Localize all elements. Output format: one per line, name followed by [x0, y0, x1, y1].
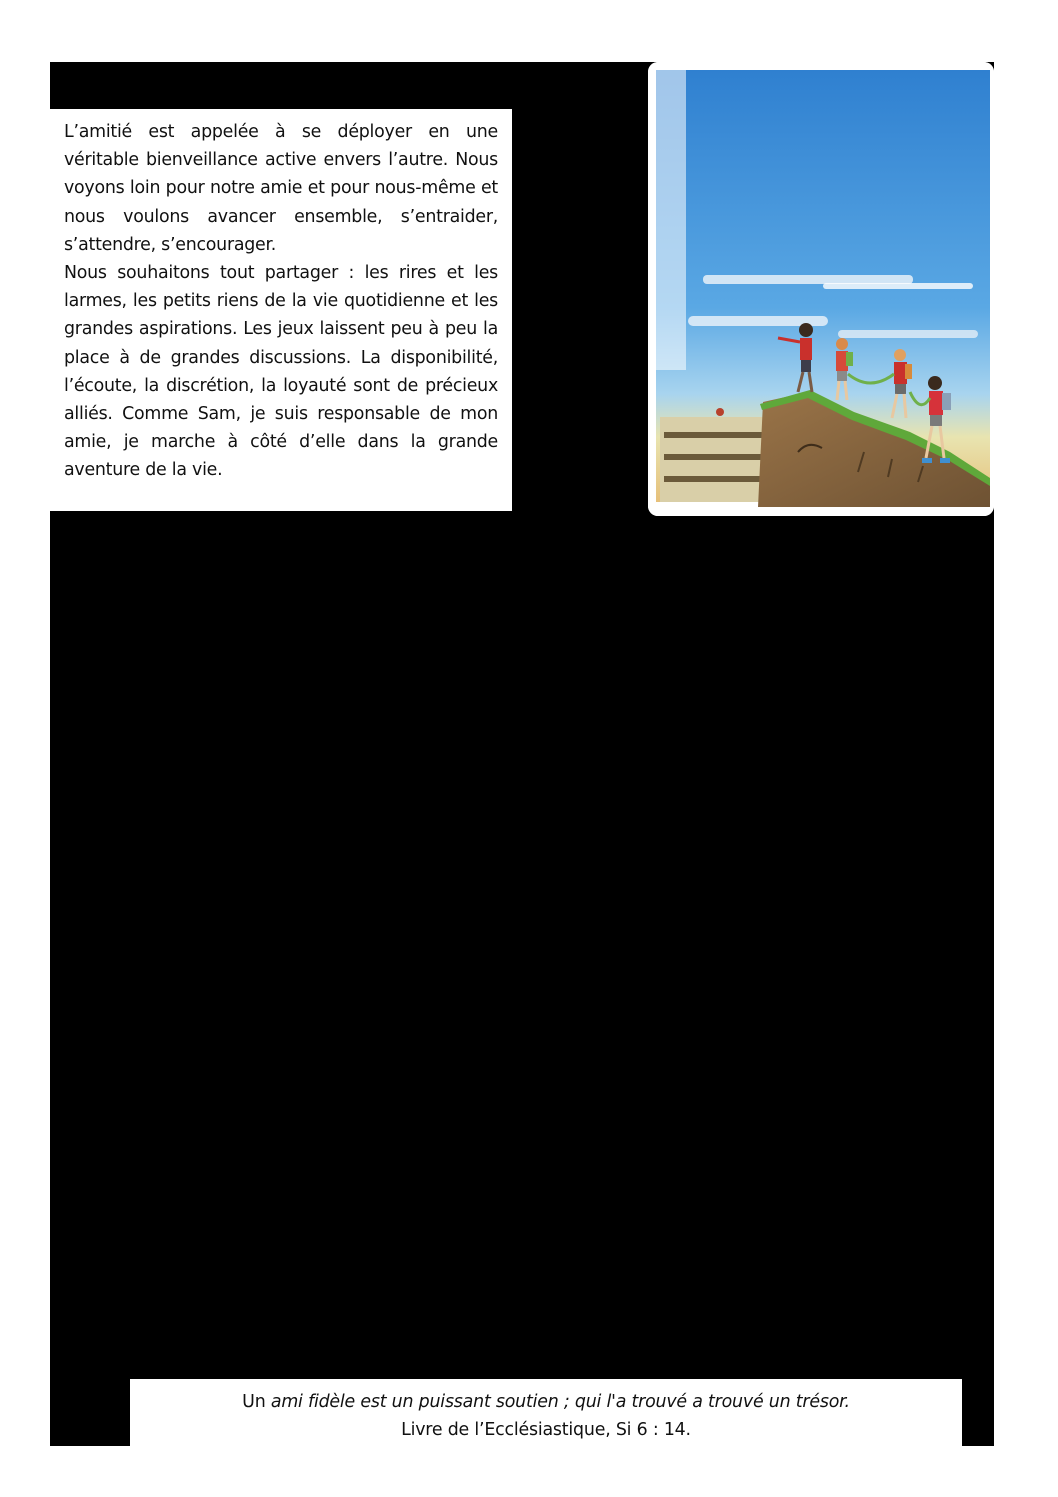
body-text-box: [50, 109, 512, 511]
quote-rest: ami fidèle est un puissant soutien ; qui l'a trouvé a trouvé un trésor.: [265, 1392, 850, 1412]
quote-source: Livre de l’Ecclésiastique, Si 6 : 14.: [401, 1420, 691, 1440]
quote-box: [130, 1379, 962, 1446]
quote-first-word: Un: [242, 1392, 266, 1412]
paragraph-2: Nous souhaitons tout partager : les rires et les larmes, les petits riens de la vie quotidienne et les grandes aspirations. Les jeux laissent peu à peu la place à de grandes discussions. La disponibilité, l’écoute, la discrétion, la loyauté sont de précieux alliés. Comme Sam, je suis responsable de mon amie, je marche à côté d’elle dans la grande aventure de la vie.: [64, 263, 498, 481]
quote-text: [130, 1388, 962, 1416]
hikers-illustration: [648, 62, 994, 516]
paragraph-1: L’amitié est appelée à se déployer en une véritable bienveillance active envers l’autre. Nous voyons loin pour notre amie et pour nous-même et nous voulons avancer ensemble, s’entraider, s’attendre, s’encourager.: [64, 122, 498, 255]
hikers-drawing: [648, 62, 994, 516]
